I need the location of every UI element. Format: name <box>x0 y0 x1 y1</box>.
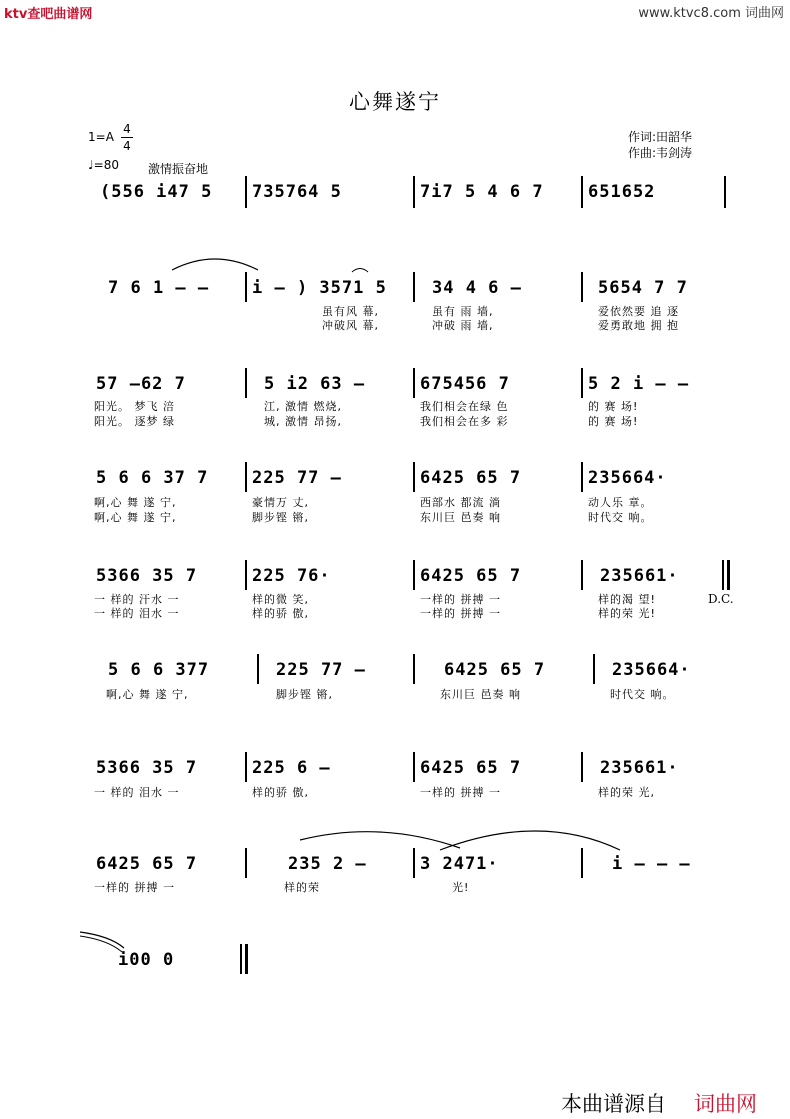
lyric-line: 光! <box>452 881 470 894</box>
slur-arc <box>352 269 368 273</box>
key-signature: 1=A <box>88 130 114 144</box>
lyric-line: 样的荣 光! <box>598 607 656 620</box>
bar-line <box>581 368 583 398</box>
measure: 675456 7 <box>420 374 510 394</box>
measure: 5 2 i – – <box>588 374 690 394</box>
expression-mark: 激情振奋地 <box>148 162 209 176</box>
lyric-line: 我们相会在多 彩 <box>420 415 509 428</box>
measure: 34 4 6 – <box>432 278 522 298</box>
bar-line <box>581 752 583 782</box>
measure: i – – – <box>612 854 691 874</box>
lyric-line: 阳光。 逐梦 绿 <box>94 415 175 428</box>
time-signature-line <box>121 137 133 138</box>
lyric-line: 一样的 拼搏 一 <box>420 593 501 606</box>
lyric-line: 城, 激情 昂扬, <box>264 415 342 428</box>
bar-line <box>245 272 247 302</box>
lyric-line: 一 样的 泪水 一 <box>94 786 180 799</box>
measure: 735764 5 <box>252 182 342 202</box>
measure: 235664· <box>612 660 691 680</box>
lyric-line: 冲破风 幕, <box>322 319 379 332</box>
measure: (556 i47 5 <box>100 182 213 202</box>
bar-line <box>245 462 247 492</box>
lyric-line: 江, 激情 燃烧, <box>264 400 342 413</box>
lyric-line: 啊,心 舞 遂 宁, <box>94 511 177 524</box>
measure: i00 0 <box>118 950 175 970</box>
lyric-line: 啊,心 舞 遂 宁, <box>106 688 189 701</box>
bar-line <box>413 272 415 302</box>
lyricist-credit: 作词:田韶华 <box>628 130 693 144</box>
bar-line <box>245 752 247 782</box>
bar-line <box>724 176 726 208</box>
measure: 5 i2 63 – <box>264 374 366 394</box>
dc-mark: D.C. <box>708 592 734 606</box>
lyric-line: 虽有风 幕, <box>322 305 379 318</box>
measure: 6425 65 7 <box>444 660 546 680</box>
bar-line <box>593 654 595 684</box>
bar-line <box>581 848 583 878</box>
lyric-line: 样的骄 傲, <box>252 607 309 620</box>
site-watermark-left[interactable]: ktv查吧曲谱网 <box>4 7 93 22</box>
measure: 651652 <box>588 182 656 202</box>
lyric-line: 虽有 雨 墙, <box>432 305 494 318</box>
composer-credit: 作曲:韦剑涛 <box>628 146 693 160</box>
measure: 235 2 – <box>288 854 367 874</box>
footer-brand-link[interactable]: 词曲网 <box>694 1092 757 1116</box>
measure: 6425 65 7 <box>420 566 522 586</box>
time-signature-bottom: 4 <box>123 139 131 153</box>
measure: 6425 65 7 <box>420 468 522 488</box>
lyric-line: 西部水 都流 淌 <box>420 496 501 509</box>
measure: 225 6 – <box>252 758 331 778</box>
measure: 225 77 – <box>252 468 342 488</box>
measure: i – ) 3571 5 <box>252 278 387 298</box>
time-signature-top: 4 <box>123 122 131 136</box>
lyric-line: 一样的 拼搏 一 <box>94 881 175 894</box>
bar-line <box>245 560 247 590</box>
lyric-line: 啊,心 舞 遂 宁, <box>94 496 177 509</box>
lyric-line: 一样的 拼搏 一 <box>420 607 501 620</box>
bar-line <box>245 368 247 398</box>
song-title: 心舞遂宁 <box>349 90 441 114</box>
measure: 7 6 1 – – <box>108 278 210 298</box>
tie-arc <box>80 932 124 948</box>
bar-line <box>257 654 259 684</box>
measure: 225 77 – <box>276 660 366 680</box>
measure: 5 6 6 37 7 <box>96 468 209 488</box>
bar-line <box>581 176 583 208</box>
lyric-line: 豪情万 丈, <box>252 496 309 509</box>
measure: 5366 35 7 <box>96 758 198 778</box>
bar-line <box>245 176 247 208</box>
lyric-line: 脚步铿 锵, <box>276 688 333 701</box>
bar-line <box>245 848 247 878</box>
lyric-line: 爱依然要 追 逐 <box>598 305 679 318</box>
measure: 5366 35 7 <box>96 566 198 586</box>
lyric-line: 动人乐 章。 <box>588 496 653 509</box>
bar-line <box>413 560 415 590</box>
measure: 6425 65 7 <box>96 854 198 874</box>
slur-arc <box>300 832 460 848</box>
lyric-line: 时代交 响。 <box>588 511 653 524</box>
bar-line <box>581 560 583 590</box>
lyric-line: 一样的 拼搏 一 <box>420 786 501 799</box>
tie-arc <box>172 259 258 270</box>
lyric-line: 一 样的 泪水 一 <box>94 607 180 620</box>
end-bar-line <box>727 560 730 590</box>
measure: 5654 7 7 <box>598 278 688 298</box>
measure: 235661· <box>600 758 679 778</box>
measure: 225 76· <box>252 566 331 586</box>
measure: 5 6 6 377 <box>108 660 210 680</box>
tempo-mark: ♩=80 <box>88 158 119 172</box>
lyric-line: 我们相会在绿 色 <box>420 400 509 413</box>
lyric-line: 样的荣 <box>284 881 320 894</box>
lyric-line: 爱勇敢地 拥 抱 <box>598 319 679 332</box>
bar-line <box>722 560 724 590</box>
measure: 7i7 5 4 6 7 <box>420 182 544 202</box>
lyric-line: 一 样的 汗水 一 <box>94 593 180 606</box>
lyric-line: 东川巨 邑奏 响 <box>420 511 501 524</box>
measure: 235664· <box>588 468 667 488</box>
bar-line <box>581 462 583 492</box>
measure: 6425 65 7 <box>420 758 522 778</box>
tie-arc <box>440 831 620 850</box>
lyric-line: 样的骄 傲, <box>252 786 309 799</box>
bar-line <box>240 944 242 974</box>
lyric-line: 阳光。 梦飞 涪 <box>94 400 175 413</box>
lyric-line: 样的荣 光, <box>598 786 655 799</box>
tie-arc <box>80 936 122 952</box>
lyric-line: 东川巨 邑奏 响 <box>440 688 521 701</box>
lyric-line: 样的微 笑, <box>252 593 309 606</box>
footer-source-text: 本曲谱源自 <box>561 1092 666 1116</box>
bar-line <box>413 368 415 398</box>
bar-line <box>413 462 415 492</box>
end-bar-line <box>245 944 248 974</box>
bar-line <box>413 752 415 782</box>
lyric-line: 样的渴 望! <box>598 593 656 606</box>
measure: 3 2471· <box>420 854 499 874</box>
site-watermark-right[interactable]: www.ktvc8.com 词曲网 <box>638 6 784 21</box>
bar-line <box>413 848 415 878</box>
measure: 235661· <box>600 566 679 586</box>
lyric-line: 时代交 响。 <box>610 688 675 701</box>
lyric-line: 的 赛 场! <box>588 400 639 413</box>
lyric-line: 冲破 雨 墙, <box>432 319 494 332</box>
lyric-line: 脚步铿 锵, <box>252 511 309 524</box>
bar-line <box>413 654 415 684</box>
measure: 57 –62 7 <box>96 374 186 394</box>
bar-line <box>413 176 415 208</box>
lyric-line: 的 赛 场! <box>588 415 639 428</box>
bar-line <box>581 272 583 302</box>
